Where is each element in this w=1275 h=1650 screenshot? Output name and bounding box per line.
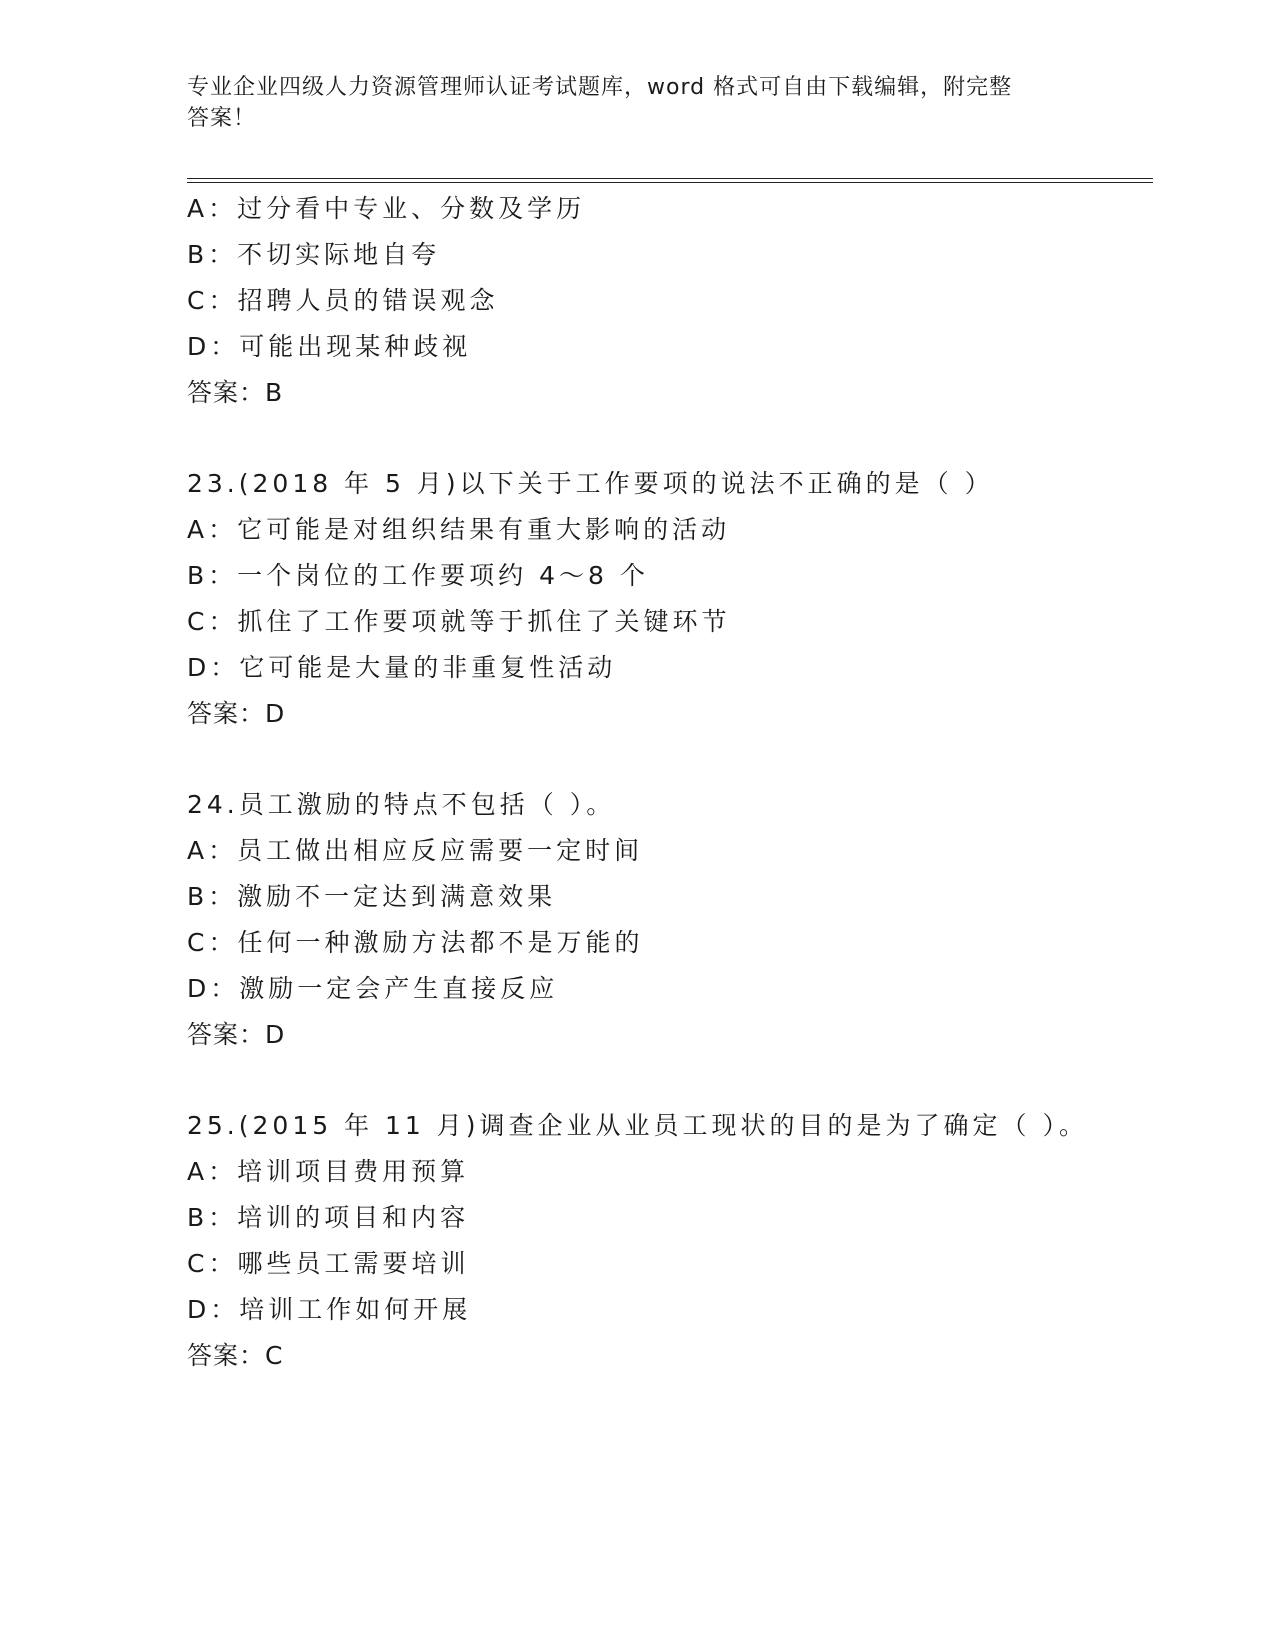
option-a: A：员工做出相应反应需要一定时间 <box>187 836 644 865</box>
question-stem: 25.(2015 年 11 月)调查企业从业员工现状的目的是为了确定（ ）。 <box>187 1111 1088 1140</box>
question-list <box>187 186 1147 1424</box>
header-divider-bottom <box>187 182 1153 183</box>
answer-line: 答案：D <box>187 1020 286 1049</box>
option-b: B：激励不一定达到满意效果 <box>187 882 557 911</box>
question-block-25 <box>187 1103 1147 1379</box>
answer-line: 答案：D <box>187 699 286 728</box>
header-line-2: 答案！ <box>187 106 257 131</box>
option-d: D：它可能是大量的非重复性活动 <box>187 653 617 682</box>
option-c: C：抓住了工作要项就等于抓住了关键环节 <box>187 607 731 636</box>
option-b: B：不切实际地自夸 <box>187 240 441 269</box>
option-d: D：可能出现某种歧视 <box>187 332 472 361</box>
document-header <box>187 72 1067 134</box>
option-c: C：任何一种激励方法都不是万能的 <box>187 928 644 957</box>
question-block-22 <box>187 186 1147 416</box>
option-c: C：哪些员工需要培训 <box>187 1249 470 1278</box>
question-block-24 <box>187 782 1147 1058</box>
option-c: C：招聘人员的错误观念 <box>187 286 499 315</box>
option-d: D：激励一定会产生直接反应 <box>187 974 559 1003</box>
option-a: A：它可能是对组织结果有重大影响的活动 <box>187 515 731 544</box>
option-b: B：一个岗位的工作要项约 4～8 个 <box>187 561 649 590</box>
question-stem: 24.员工激励的特点不包括（ ）。 <box>187 790 616 819</box>
question-stem: 23.(2018 年 5 月)以下关于工作要项的说法不正确的是（ ） <box>187 469 994 498</box>
option-b: B：培训的项目和内容 <box>187 1203 470 1232</box>
answer-line: 答案：B <box>187 378 284 407</box>
question-block-23 <box>187 461 1147 737</box>
header-line-1: 专业企业四级人力资源管理师认证考试题库，word 格式可自由下载编辑，附完整 <box>187 75 1013 100</box>
option-a: A：培训项目费用预算 <box>187 1157 470 1186</box>
answer-line: 答案：C <box>187 1341 284 1370</box>
option-d: D：培训工作如何开展 <box>187 1295 472 1324</box>
header-divider-top <box>187 178 1153 179</box>
option-a: A：过分看中专业、分数及学历 <box>187 194 586 223</box>
